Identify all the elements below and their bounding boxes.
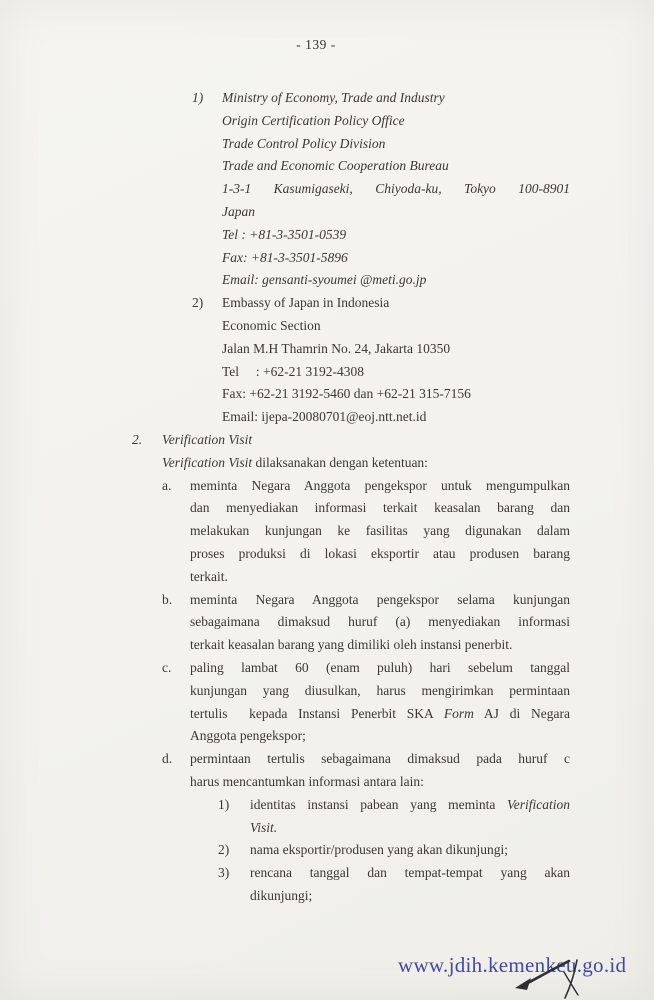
list-marker: 2) <box>218 842 230 858</box>
text-line: sebagaimana dimaksud huruf (a) menyediakan informasi <box>190 614 570 630</box>
contact-line: Jalan M.H Thamrin No. 24, Jakarta 10350 <box>222 340 451 356</box>
page-number: - 139 - <box>296 37 336 52</box>
text-line: harus mencantumkan informasi antara lain: <box>190 773 424 789</box>
text-line: dikunjungi; <box>250 887 313 903</box>
list-marker: d. <box>162 751 173 767</box>
text-line: dan menyediakan informasi terkait keasalan barang dan <box>190 500 570 516</box>
list-item-a <box>162 475 570 589</box>
footer-link[interactable]: www.jdih.kemenkeu.go.id <box>398 953 627 977</box>
list-marker: 1) <box>192 90 204 105</box>
contact-line: Japan <box>222 203 255 219</box>
contact-line: Origin Certification Policy Office <box>222 112 405 128</box>
document-body <box>0 87 654 908</box>
text-line: rencana tanggal dan tempat-tempat yang akan <box>250 865 570 881</box>
contact-line: Fax: +62-21 3192-5460 dan +62-21 315-7156 <box>222 386 471 402</box>
list-marker: 1) <box>218 796 230 812</box>
text-line: melakukan kunjungan ke fasilitas yang digunakan dalam <box>190 523 570 539</box>
contact-line: Economic Section <box>222 317 321 333</box>
list-item-d <box>162 748 570 908</box>
text-line: terkait. <box>190 568 228 584</box>
section-intro: Verification Visit dilaksanakan dengan ketentuan: <box>162 454 428 470</box>
text-line: kunjungan yang diusulkan, harus mengirimkan permintaan <box>190 682 570 698</box>
contact-line: 1-3-1 Kasumigaseki, Chiyoda-ku, Tokyo 100-8901 <box>222 181 570 197</box>
contact-item-ministry <box>192 87 654 292</box>
text-line: Visit. <box>250 819 278 835</box>
contact-line: Embassy of Japan in Indonesia <box>222 295 390 311</box>
contact-line: Fax: +81-3-3501-5896 <box>222 249 348 265</box>
list-item-c <box>162 657 570 748</box>
contact-line: Tel : +62-21 3192-4308 <box>222 363 365 379</box>
text-line: permintaan tertulis sebagaimana dimaksud pada huruf c <box>190 751 570 767</box>
section-body <box>162 429 570 908</box>
contact-item-embassy <box>192 292 654 429</box>
contact-body <box>222 292 570 429</box>
contact-body <box>222 87 570 292</box>
list-marker: c. <box>162 659 172 675</box>
sub-item-3 <box>218 862 570 908</box>
text-line: tertulis kepada Instansi Penerbit SKA Form AJ di Negara <box>190 705 571 721</box>
text-line: identitas instansi pabean yang meminta Verification <box>250 796 570 812</box>
text-line: paling lambat 60 (enam puluh) hari sebelum tanggal <box>190 659 570 675</box>
contact-line: Trade Control Policy Division <box>222 135 386 151</box>
text-line: nama eksportir/produsen yang akan dikunjungi; <box>250 842 508 858</box>
list-marker: 3) <box>218 865 230 881</box>
text-line: meminta Negara Anggota pengekspor untuk mengumpulkan <box>190 477 570 493</box>
list-item-b <box>162 589 570 657</box>
text-line: Anggota pengekspor; <box>190 728 306 744</box>
list-marker: 2) <box>192 295 204 311</box>
list-marker: b. <box>162 591 173 607</box>
text-line: meminta Negara Anggota pengekspor selama kunjungan <box>190 591 570 607</box>
text-line: proses produksi di lokasi eksportir atau produsen barang <box>190 545 570 561</box>
contact-line: Tel : +81-3-3501-0539 <box>222 226 347 242</box>
section-title: Verification Visit <box>162 431 253 447</box>
contact-line: Ministry of Economy, Trade and Industry <box>222 90 445 105</box>
contact-line: Email: gensanti-syoumei @meti.go.jp <box>222 272 427 288</box>
contact-line: Email: ijepa-20080701@eoj.ntt.net.id <box>222 409 427 425</box>
list-marker: a. <box>162 477 172 493</box>
text-line: terkait keasalan barang yang dimiliki oleh instansi penerbit. <box>190 637 513 653</box>
sub-item-2 <box>218 839 570 862</box>
sub-item-1 <box>218 794 570 840</box>
section-number: 2. <box>132 431 143 447</box>
contact-line: Trade and Economic Cooperation Bureau <box>222 158 449 174</box>
section-verification-visit <box>132 429 654 908</box>
